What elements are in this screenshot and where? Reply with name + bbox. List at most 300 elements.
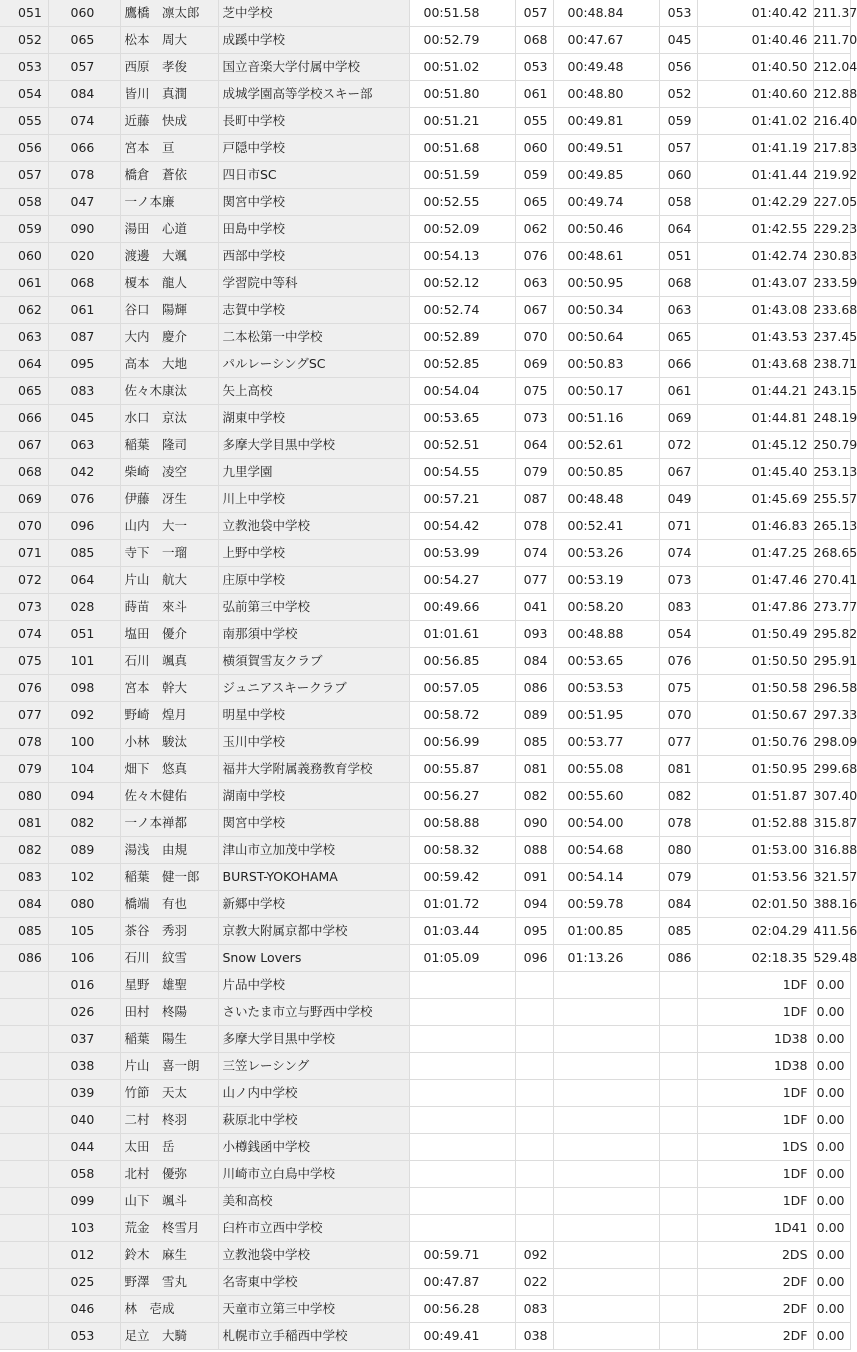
points-cell: 0.00 — [813, 972, 850, 999]
run2-rank-cell: 063 — [659, 297, 697, 324]
run1-rank-cell: 069 — [515, 351, 553, 378]
total-time-cell: 01:42.55 — [697, 216, 813, 243]
points-cell: 273.77 — [813, 594, 850, 621]
name-cell: 鈴木 麻生 — [120, 1242, 218, 1269]
run1-time-cell: 00:54.42 — [409, 513, 515, 540]
total-time-cell: 2DF — [697, 1296, 813, 1323]
total-time-cell: 01:46.83 — [697, 513, 813, 540]
run1-time-cell — [409, 972, 515, 999]
school-cell: 片品中学校 — [218, 972, 409, 999]
run2-rank-cell — [659, 1053, 697, 1080]
run2-rank-cell — [659, 1323, 697, 1350]
name-cell: 橋倉 蒼依 — [120, 162, 218, 189]
run1-rank-cell: 091 — [515, 864, 553, 891]
name-cell: 渡邊 大颯 — [120, 243, 218, 270]
rank-cell — [0, 1269, 48, 1296]
name-cell: 高本 大地 — [120, 351, 218, 378]
run2-time-cell: 00:53.19 — [553, 567, 659, 594]
run1-time-cell: 00:57.21 — [409, 486, 515, 513]
run2-time-cell: 00:50.17 — [553, 378, 659, 405]
table-row — [0, 837, 850, 864]
run1-rank-cell: 073 — [515, 405, 553, 432]
points-cell: 0.00 — [813, 1323, 850, 1350]
points-cell: 0.00 — [813, 1080, 850, 1107]
bib-cell: 063 — [48, 432, 120, 459]
bib-cell: 106 — [48, 945, 120, 972]
run2-time-cell: 00:53.26 — [553, 540, 659, 567]
points-cell: 229.23 — [813, 216, 850, 243]
school-cell: 福井大学附属義務教育学校 — [218, 756, 409, 783]
bib-cell: 082 — [48, 810, 120, 837]
rank-cell: 058 — [0, 189, 48, 216]
name-cell: 宮本 幹大 — [120, 675, 218, 702]
name-cell: 柴崎 凌空 — [120, 459, 218, 486]
bib-cell: 058 — [48, 1161, 120, 1188]
rank-cell: 073 — [0, 594, 48, 621]
name-cell: 片山 航大 — [120, 567, 218, 594]
name-cell: 一ノ本禅都 — [120, 810, 218, 837]
run1-time-cell: 00:51.21 — [409, 108, 515, 135]
table-row — [0, 1269, 850, 1296]
rank-cell: 065 — [0, 378, 48, 405]
run2-time-cell: 00:51.95 — [553, 702, 659, 729]
table-row — [0, 189, 850, 216]
points-cell: 230.83 — [813, 243, 850, 270]
run1-time-cell: 00:52.85 — [409, 351, 515, 378]
run1-rank-cell — [515, 1107, 553, 1134]
points-cell: 270.41 — [813, 567, 850, 594]
name-cell: 佐々木康汰 — [120, 378, 218, 405]
run2-rank-cell: 051 — [659, 243, 697, 270]
run2-time-cell: 00:49.85 — [553, 162, 659, 189]
table-row — [0, 378, 850, 405]
name-cell: 小林 駿汰 — [120, 729, 218, 756]
bib-cell: 020 — [48, 243, 120, 270]
school-cell: 弘前第三中学校 — [218, 594, 409, 621]
bib-cell: 038 — [48, 1053, 120, 1080]
bib-cell: 101 — [48, 648, 120, 675]
total-time-cell: 01:52.88 — [697, 810, 813, 837]
school-cell: 九里学園 — [218, 459, 409, 486]
bib-cell: 046 — [48, 1296, 120, 1323]
rank-cell: 055 — [0, 108, 48, 135]
run1-rank-cell: 077 — [515, 567, 553, 594]
total-time-cell: 01:42.74 — [697, 243, 813, 270]
run1-rank-cell: 083 — [515, 1296, 553, 1323]
rank-cell — [0, 1080, 48, 1107]
table-row — [0, 891, 850, 918]
points-cell: 216.40 — [813, 108, 850, 135]
run2-time-cell: 00:49.48 — [553, 54, 659, 81]
table-row — [0, 648, 850, 675]
table-row — [0, 1161, 850, 1188]
run1-rank-cell: 081 — [515, 756, 553, 783]
run1-time-cell: 00:54.27 — [409, 567, 515, 594]
points-cell: 388.16 — [813, 891, 850, 918]
run1-rank-cell: 055 — [515, 108, 553, 135]
run1-rank-cell: 094 — [515, 891, 553, 918]
bib-cell: 087 — [48, 324, 120, 351]
points-cell: 212.04 — [813, 54, 850, 81]
name-cell: 伊藤 冴生 — [120, 486, 218, 513]
total-time-cell: 1DF — [697, 1188, 813, 1215]
bib-cell: 085 — [48, 540, 120, 567]
points-cell: 0.00 — [813, 1215, 850, 1242]
rank-cell: 070 — [0, 513, 48, 540]
run2-time-cell: 00:58.20 — [553, 594, 659, 621]
run1-time-cell: 00:52.74 — [409, 297, 515, 324]
run1-rank-cell: 095 — [515, 918, 553, 945]
table-row — [0, 756, 850, 783]
run2-time-cell — [553, 1242, 659, 1269]
bib-cell: 012 — [48, 1242, 120, 1269]
name-cell: 寺下 一瑠 — [120, 540, 218, 567]
points-cell: 0.00 — [813, 1296, 850, 1323]
name-cell: 足立 大騎 — [120, 1323, 218, 1350]
run1-time-cell: 01:01.72 — [409, 891, 515, 918]
run1-time-cell: 00:56.85 — [409, 648, 515, 675]
run1-rank-cell: 061 — [515, 81, 553, 108]
points-cell: 248.19 — [813, 405, 850, 432]
rank-cell: 063 — [0, 324, 48, 351]
table-row — [0, 81, 850, 108]
table-row — [0, 0, 850, 27]
run1-time-cell: 00:56.99 — [409, 729, 515, 756]
name-cell: 稲葉 陽生 — [120, 1026, 218, 1053]
name-cell: 大内 慶介 — [120, 324, 218, 351]
rank-cell — [0, 1296, 48, 1323]
rank-cell: 083 — [0, 864, 48, 891]
run1-time-cell: 00:52.09 — [409, 216, 515, 243]
rank-cell: 059 — [0, 216, 48, 243]
run2-rank-cell: 077 — [659, 729, 697, 756]
run2-rank-cell — [659, 1134, 697, 1161]
rank-cell: 084 — [0, 891, 48, 918]
rank-cell: 051 — [0, 0, 48, 27]
rank-cell — [0, 1323, 48, 1350]
school-cell: さいたま市立与野西中学校 — [218, 999, 409, 1026]
school-cell: 札幌市立手稲西中学校 — [218, 1323, 409, 1350]
run1-time-cell: 00:54.13 — [409, 243, 515, 270]
points-cell: 217.83 — [813, 135, 850, 162]
points-cell: 0.00 — [813, 999, 850, 1026]
bib-cell: 084 — [48, 81, 120, 108]
total-time-cell: 01:45.40 — [697, 459, 813, 486]
run1-time-cell: 00:54.55 — [409, 459, 515, 486]
run2-rank-cell — [659, 1215, 697, 1242]
run1-time-cell: 00:51.68 — [409, 135, 515, 162]
run2-rank-cell: 054 — [659, 621, 697, 648]
run2-time-cell: 00:50.46 — [553, 216, 659, 243]
name-cell: 野崎 煌月 — [120, 702, 218, 729]
rank-cell: 078 — [0, 729, 48, 756]
run2-time-cell: 01:13.26 — [553, 945, 659, 972]
rank-cell: 062 — [0, 297, 48, 324]
rank-cell: 057 — [0, 162, 48, 189]
run2-time-cell: 00:48.88 — [553, 621, 659, 648]
run2-rank-cell: 056 — [659, 54, 697, 81]
school-cell: 関宮中学校 — [218, 810, 409, 837]
run1-rank-cell: 078 — [515, 513, 553, 540]
run2-rank-cell: 082 — [659, 783, 697, 810]
points-cell: 297.33 — [813, 702, 850, 729]
run2-rank-cell: 084 — [659, 891, 697, 918]
school-cell: 湖南中学校 — [218, 783, 409, 810]
run2-rank-cell: 068 — [659, 270, 697, 297]
run2-rank-cell: 060 — [659, 162, 697, 189]
table-row — [0, 702, 850, 729]
total-time-cell: 01:50.76 — [697, 729, 813, 756]
rank-cell — [0, 1188, 48, 1215]
run1-time-cell: 00:58.88 — [409, 810, 515, 837]
run2-time-cell: 00:54.00 — [553, 810, 659, 837]
school-cell: ジュニアスキークラブ — [218, 675, 409, 702]
run1-rank-cell: 088 — [515, 837, 553, 864]
school-cell: 戸隠中学校 — [218, 135, 409, 162]
name-cell: 稲葉 隆司 — [120, 432, 218, 459]
total-time-cell: 2DF — [697, 1323, 813, 1350]
points-cell: 307.40 — [813, 783, 850, 810]
run1-time-cell: 01:01.61 — [409, 621, 515, 648]
run2-time-cell: 00:50.95 — [553, 270, 659, 297]
rank-cell: 061 — [0, 270, 48, 297]
run2-rank-cell: 045 — [659, 27, 697, 54]
run1-rank-cell: 068 — [515, 27, 553, 54]
run2-time-cell: 00:48.84 — [553, 0, 659, 27]
run2-time-cell: 00:48.61 — [553, 243, 659, 270]
rank-cell: 086 — [0, 945, 48, 972]
table-row — [0, 54, 850, 81]
bib-cell: 105 — [48, 918, 120, 945]
name-cell: 石川 颯真 — [120, 648, 218, 675]
table-row — [0, 918, 850, 945]
run2-rank-cell — [659, 1161, 697, 1188]
run1-time-cell — [409, 1107, 515, 1134]
bib-cell: 051 — [48, 621, 120, 648]
run2-time-cell: 00:54.14 — [553, 864, 659, 891]
run2-rank-cell — [659, 1296, 697, 1323]
bib-cell: 078 — [48, 162, 120, 189]
school-cell: 津山市立加茂中学校 — [218, 837, 409, 864]
total-time-cell: 01:47.86 — [697, 594, 813, 621]
run1-rank-cell — [515, 1026, 553, 1053]
rank-cell: 076 — [0, 675, 48, 702]
school-cell: 上野中学校 — [218, 540, 409, 567]
run1-rank-cell: 062 — [515, 216, 553, 243]
school-cell: 南那須中学校 — [218, 621, 409, 648]
run2-time-cell — [553, 999, 659, 1026]
bib-cell: 083 — [48, 378, 120, 405]
run1-rank-cell: 060 — [515, 135, 553, 162]
school-cell: 美和高校 — [218, 1188, 409, 1215]
total-time-cell: 01:40.46 — [697, 27, 813, 54]
table-row — [0, 459, 850, 486]
run1-time-cell: 00:49.66 — [409, 594, 515, 621]
table-row — [0, 1296, 850, 1323]
rank-cell: 085 — [0, 918, 48, 945]
total-time-cell: 1DF — [697, 1080, 813, 1107]
points-cell: 295.91 — [813, 648, 850, 675]
school-cell: 川崎市立白鳥中学校 — [218, 1161, 409, 1188]
run1-time-cell — [409, 1080, 515, 1107]
run1-time-cell: 00:49.41 — [409, 1323, 515, 1350]
run2-time-cell — [553, 1134, 659, 1161]
school-cell: 名寄東中学校 — [218, 1269, 409, 1296]
points-cell: 237.45 — [813, 324, 850, 351]
run1-time-cell: 00:51.02 — [409, 54, 515, 81]
total-time-cell: 01:40.42 — [697, 0, 813, 27]
run1-rank-cell: 085 — [515, 729, 553, 756]
table-row — [0, 216, 850, 243]
run1-time-cell — [409, 1215, 515, 1242]
table-row — [0, 1242, 850, 1269]
total-time-cell: 1DF — [697, 1161, 813, 1188]
school-cell: 志賀中学校 — [218, 297, 409, 324]
run1-time-cell: 00:54.04 — [409, 378, 515, 405]
bib-cell: 092 — [48, 702, 120, 729]
table-row — [0, 864, 850, 891]
bib-cell: 099 — [48, 1188, 120, 1215]
bib-cell: 061 — [48, 297, 120, 324]
school-cell: 長町中学校 — [218, 108, 409, 135]
points-cell: 298.09 — [813, 729, 850, 756]
table-row — [0, 1215, 850, 1242]
run2-rank-cell: 086 — [659, 945, 697, 972]
run2-time-cell: 00:52.61 — [553, 432, 659, 459]
school-cell: 学習院中等科 — [218, 270, 409, 297]
run1-rank-cell — [515, 1080, 553, 1107]
name-cell: 蒔苗 來斗 — [120, 594, 218, 621]
points-cell: 0.00 — [813, 1161, 850, 1188]
name-cell: 太田 岳 — [120, 1134, 218, 1161]
points-cell: 243.15 — [813, 378, 850, 405]
rank-cell: 060 — [0, 243, 48, 270]
school-cell: 関宮中学校 — [218, 189, 409, 216]
run2-time-cell: 00:59.78 — [553, 891, 659, 918]
run2-rank-cell: 075 — [659, 675, 697, 702]
name-cell: 皆川 真潤 — [120, 81, 218, 108]
run1-time-cell: 01:03.44 — [409, 918, 515, 945]
run1-rank-cell: 079 — [515, 459, 553, 486]
run2-time-cell: 00:50.85 — [553, 459, 659, 486]
run1-rank-cell — [515, 972, 553, 999]
points-cell: 238.71 — [813, 351, 850, 378]
table-row — [0, 810, 850, 837]
rank-cell: 064 — [0, 351, 48, 378]
total-time-cell: 2DS — [697, 1242, 813, 1269]
run1-rank-cell — [515, 1161, 553, 1188]
rank-cell — [0, 972, 48, 999]
rank-cell — [0, 1026, 48, 1053]
run1-rank-cell — [515, 1053, 553, 1080]
run1-time-cell: 00:51.80 — [409, 81, 515, 108]
run1-time-cell: 00:52.79 — [409, 27, 515, 54]
school-cell: 玉川中学校 — [218, 729, 409, 756]
school-cell: 国立音楽大学付属中学校 — [218, 54, 409, 81]
run2-time-cell: 00:55.60 — [553, 783, 659, 810]
points-cell: 268.65 — [813, 540, 850, 567]
rank-cell: 079 — [0, 756, 48, 783]
points-cell: 0.00 — [813, 1026, 850, 1053]
run2-rank-cell: 072 — [659, 432, 697, 459]
name-cell: 山内 大一 — [120, 513, 218, 540]
bib-cell: 037 — [48, 1026, 120, 1053]
total-time-cell: 02:04.29 — [697, 918, 813, 945]
run1-time-cell: 00:58.32 — [409, 837, 515, 864]
total-time-cell: 1DF — [697, 972, 813, 999]
rank-cell: 082 — [0, 837, 48, 864]
rank-cell: 077 — [0, 702, 48, 729]
run2-rank-cell: 053 — [659, 0, 697, 27]
bib-cell: 044 — [48, 1134, 120, 1161]
total-time-cell: 01:45.12 — [697, 432, 813, 459]
bib-cell: 090 — [48, 216, 120, 243]
run1-rank-cell: 074 — [515, 540, 553, 567]
points-cell: 316.88 — [813, 837, 850, 864]
total-time-cell: 1DS — [697, 1134, 813, 1161]
total-time-cell: 01:50.50 — [697, 648, 813, 675]
table-row — [0, 1323, 850, 1350]
name-cell: 荒金 柊雪月 — [120, 1215, 218, 1242]
run1-time-cell: 01:05.09 — [409, 945, 515, 972]
run2-time-cell: 00:50.64 — [553, 324, 659, 351]
run2-time-cell — [553, 1269, 659, 1296]
school-cell: 庄原中学校 — [218, 567, 409, 594]
run2-rank-cell — [659, 1026, 697, 1053]
total-time-cell: 01:51.87 — [697, 783, 813, 810]
table-row — [0, 999, 850, 1026]
total-time-cell: 1D38 — [697, 1053, 813, 1080]
run1-time-cell — [409, 1188, 515, 1215]
rank-cell: 068 — [0, 459, 48, 486]
school-cell: 多摩大学目黒中学校 — [218, 432, 409, 459]
bib-cell: 102 — [48, 864, 120, 891]
run1-time-cell: 00:53.65 — [409, 405, 515, 432]
points-cell: 211.70 — [813, 27, 850, 54]
run2-time-cell: 00:55.08 — [553, 756, 659, 783]
run2-rank-cell: 076 — [659, 648, 697, 675]
table-row — [0, 1080, 850, 1107]
run1-rank-cell: 064 — [515, 432, 553, 459]
total-time-cell: 01:41.44 — [697, 162, 813, 189]
rank-cell: 053 — [0, 54, 48, 81]
run1-rank-cell: 096 — [515, 945, 553, 972]
total-time-cell: 1D38 — [697, 1026, 813, 1053]
run2-rank-cell — [659, 1188, 697, 1215]
rank-cell: 081 — [0, 810, 48, 837]
run1-rank-cell — [515, 1134, 553, 1161]
run1-rank-cell: 092 — [515, 1242, 553, 1269]
run2-time-cell: 00:47.67 — [553, 27, 659, 54]
run1-rank-cell: 086 — [515, 675, 553, 702]
bib-cell: 045 — [48, 405, 120, 432]
table-row — [0, 108, 850, 135]
run2-time-cell — [553, 1080, 659, 1107]
name-cell: 湯田 心道 — [120, 216, 218, 243]
name-cell: 茶谷 秀羽 — [120, 918, 218, 945]
run2-time-cell: 00:50.83 — [553, 351, 659, 378]
bib-cell: 104 — [48, 756, 120, 783]
run1-time-cell — [409, 1134, 515, 1161]
run1-rank-cell: 076 — [515, 243, 553, 270]
bib-cell: 039 — [48, 1080, 120, 1107]
school-cell: 川上中学校 — [218, 486, 409, 513]
run2-time-cell: 01:00.85 — [553, 918, 659, 945]
table-row — [0, 945, 850, 972]
run2-time-cell: 00:50.34 — [553, 297, 659, 324]
run2-time-cell: 00:53.65 — [553, 648, 659, 675]
run2-time-cell: 00:48.48 — [553, 486, 659, 513]
